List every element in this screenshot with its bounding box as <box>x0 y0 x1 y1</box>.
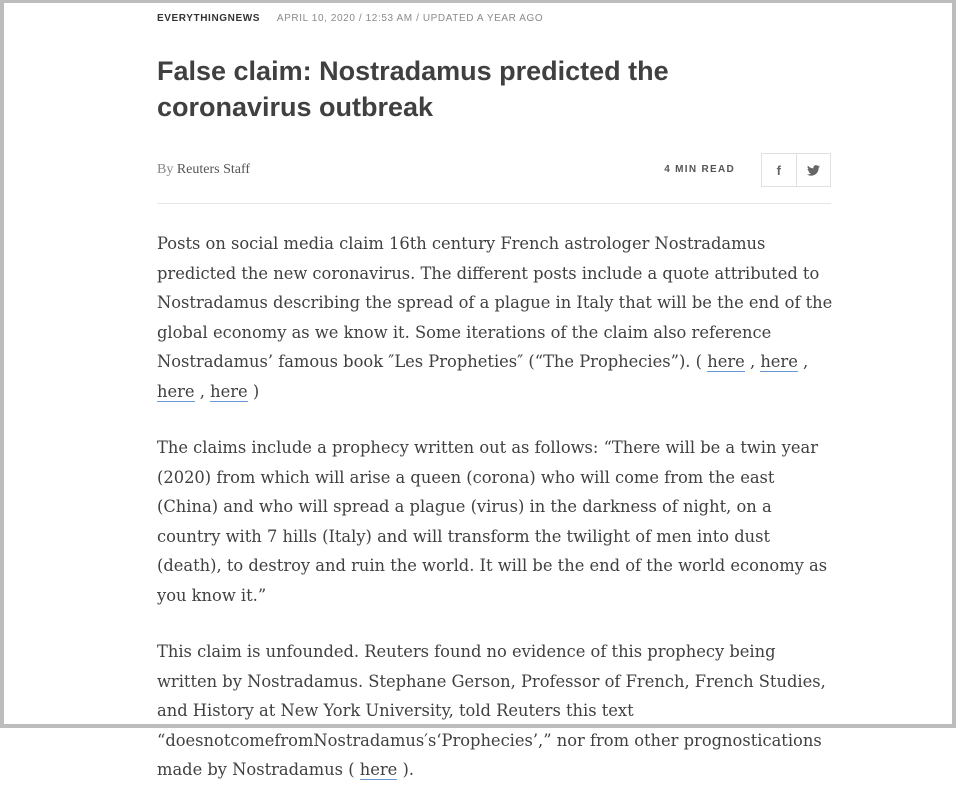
twitter-share-button[interactable] <box>796 154 831 186</box>
channel-link[interactable]: EVERYTHINGNEWS <box>157 13 261 24</box>
share-buttons <box>761 153 831 187</box>
paragraph-3-text: This claim is unfounded. Reuters found no evidence of this prophecy being written by Nostradamus. Stephane Gerson, Professor of French, French Studies, and History at New York University, told Reuters this text “doesnotcomefromNostradamus′s‘Prophecies’,” nor from other prognostications made by Nostradamus ( <box>157 642 826 779</box>
paragraph-2: The claims include a prophecy written out as follows: “There will be a twin year (2020) from which will arise a queen (corona) who will come from the east (China) and who will spread a plague (virus) in the darkness of night, on a country with 7 hills (Italy) and will transform the twilight of men into dust (death), to destroy and ruin the world. It will be the end of the world economy as you know it.” <box>157 438 828 605</box>
byline-prefix: By <box>157 162 174 177</box>
paragraph-3-close: ). <box>402 760 414 779</box>
source-link-4[interactable]: here <box>210 381 248 401</box>
article-body <box>157 229 837 812</box>
paragraph-1-text: Posts on social media claim 16th century French astrologer Nostradamus predicted the new coronavirus. The different posts include a quote attributed to Nostradamus describing the spread of a plague in Italy that will be the end of the global economy as we know it. Some iterations of the claim also reference Nostradamus’ famous book ″Les Propheties″ (“The Prophecies”). ( <box>157 234 833 371</box>
link-separator: , <box>803 352 809 371</box>
paragraph-1 <box>157 229 837 406</box>
link-separator: , <box>749 352 756 371</box>
source-link-5[interactable]: here <box>359 760 398 779</box>
twitter-icon <box>807 165 820 176</box>
article-title: False claim: Nostradamus predicted the coronavirus outbreak <box>157 56 669 122</box>
source-link-2[interactable]: here <box>760 352 798 371</box>
paragraph-3 <box>157 637 837 785</box>
facebook-icon: f <box>776 162 781 178</box>
source-link-1[interactable]: here <box>707 352 745 371</box>
author-link[interactable]: Reuters Staff <box>176 162 251 177</box>
read-time: 4 MIN READ <box>664 164 735 175</box>
byline-row <box>157 153 831 204</box>
facebook-share-button[interactable] <box>762 154 796 186</box>
source-link-3[interactable]: here <box>157 381 195 401</box>
article-meta <box>157 13 543 24</box>
paragraph-1-close: ) <box>252 381 260 401</box>
dateline: APRIL 10, 2020 / 12:53 AM / UPDATED A YEAR AGO <box>276 13 544 24</box>
byline <box>157 162 250 178</box>
link-separator: , <box>199 381 205 401</box>
